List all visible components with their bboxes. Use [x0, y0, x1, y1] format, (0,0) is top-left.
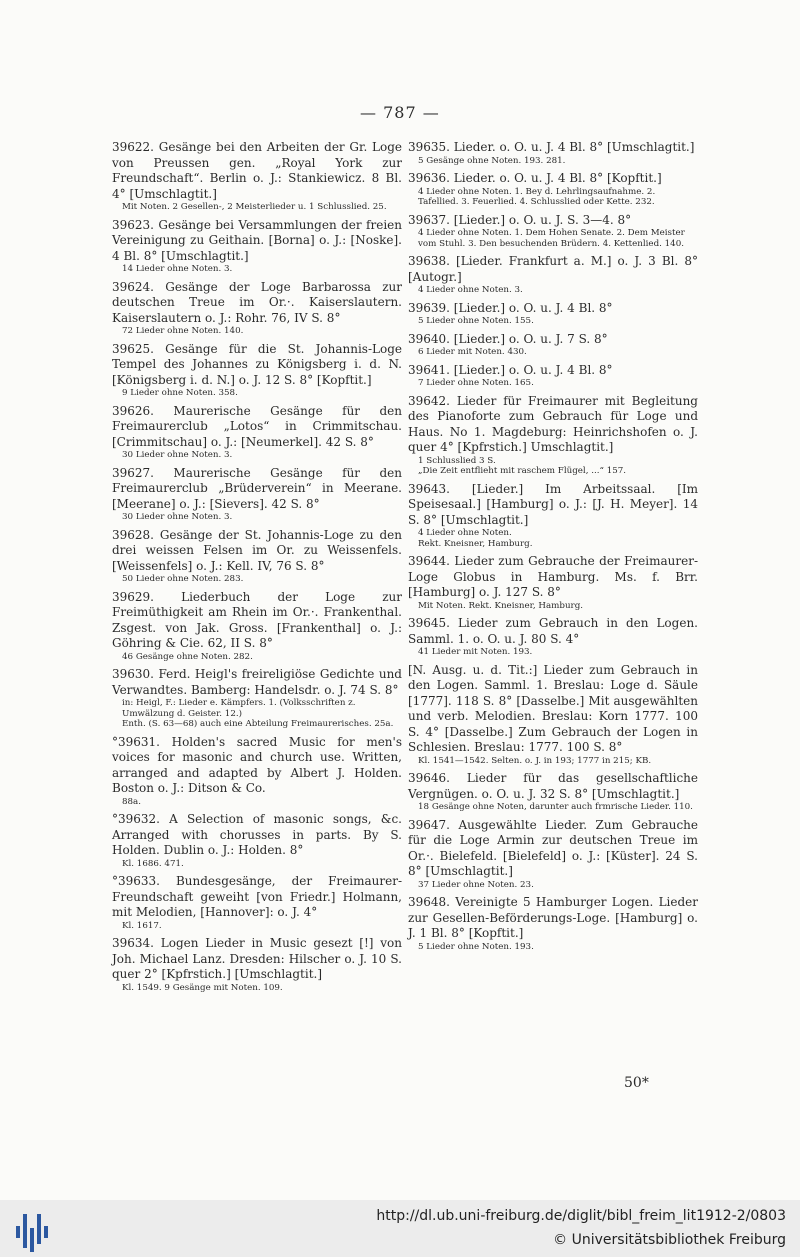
catalog-entry — [112, 140, 402, 213]
catalog-entry — [112, 590, 402, 663]
entry-note: 41 Lieder mit Noten. 193. — [418, 647, 533, 657]
entry-heading: 39642. Lieder für Freimaurer mit Begleitung des Pianoforte zum Gebrauch für Loge und Haus. No 1. Magdeburg: Heinrichshofen o. J. quer 4° [Kpfrstich.] Umschlagtit.] — [408, 393, 698, 454]
entry-note: Rekt. Kneisner, Hamburg. — [418, 538, 533, 549]
entry-note: 14 Lieder ohne Noten. 3. — [122, 264, 233, 274]
catalog-entry — [408, 394, 698, 477]
catalog-entry — [112, 466, 402, 523]
catalog-entry — [408, 363, 698, 389]
catalog-entry — [408, 332, 698, 358]
left-column — [112, 140, 402, 998]
entry-note: 30 Lieder ohne Noten. 3. — [122, 450, 233, 460]
entry-note: 5 Gesänge ohne Noten. 193. 281. — [418, 155, 566, 166]
catalog-entry — [408, 895, 698, 952]
entry-note: Kl. 1549. 9 Gesänge mit Noten. 109. — [122, 982, 283, 993]
catalog-entry — [408, 554, 698, 611]
entry-heading: 39636. Lieder. o. O. u. J. 4 Bl. 8° [Kopftit.] — [408, 171, 662, 185]
catalog-entry — [408, 171, 698, 208]
catalog-entry — [112, 218, 402, 275]
catalog-entry — [112, 874, 402, 931]
catalog-entry — [408, 482, 698, 550]
library-logo-icon — [14, 1210, 54, 1252]
entry-note: 4 Lieder ohne Noten. — [418, 528, 512, 538]
entry-note: 5 Lieder ohne Noten. 155. — [418, 316, 534, 326]
entry-heading: 39628. Gesänge der St. Johannis-Loge zu den drei weissen Felsen im Or. zu Weissenfels. [Weissenfels] o. J.: Kell. IV, 76 S. 8° — [112, 527, 402, 573]
entry-note: Mit Noten. 2 Gesellen-, 2 Meisterlieder u. 1 Schlusslied. 25. — [122, 202, 387, 212]
entry-heading: 39630. Ferd. Heigl's freireligiöse Gedichte und Verwandtes. Bamberg: Handelsdr. o. J. 74 S. 8° — [112, 667, 402, 697]
entry-heading: 39625. Gesänge für die St. Johannis-Loge Tempel des Johannes zu Königsberg i. d. N. [Königsberg i. d. N.] o. J. 12 S. 8° [Kopftit.] — [112, 341, 402, 387]
entry-note: in: Heigl, F.: Lieder e. Kämpfers. 1. (Volksschriften z. Umwälzung d. Geister. 12.) — [122, 698, 356, 719]
copyright-text: © Universitätsbibliothek Freiburg — [553, 1232, 786, 1248]
entry-note: 72 Lieder ohne Noten. 140. — [122, 326, 244, 336]
entry-note: „Die Zeit entflieht mit raschem Flügel, ...“ 157. — [418, 466, 627, 476]
entry-note: 18 Gesänge ohne Noten, darunter auch frmrische Lieder. 110. — [418, 802, 693, 812]
entry-heading: °39633. Bundesgesänge, der Freimaurer-Freundschaft geweiht [von Friedr.] Holmann, mit Melodien, [Hannover]: o. J. 4° — [112, 874, 402, 919]
entry-heading: 39643. [Lieder.] Im Arbeitssaal. [Im Speisesaal.] [Hamburg] o. J.: [J. H. Meyer]. 14 S. 8° [Umschlagtit.] — [408, 481, 698, 527]
catalog-entry — [112, 812, 402, 869]
catalog-entry — [112, 342, 402, 399]
entry-heading: 39638. [Lieder. Frankfurt a. M.] o. J. 3 Bl. 8° [Autogr.] — [408, 254, 698, 284]
catalog-entry — [408, 818, 698, 891]
catalog-entry — [112, 735, 402, 808]
entry-note: 4 Lieder ohne Noten. 1. Bey d. Lehrlingsaufnahme. 2. Tafellied. 3. Feuerlied. 4. Schlusslied oder Kette. 232. — [418, 186, 656, 207]
catalog-entry — [408, 663, 698, 767]
entry-heading: 39639. [Lieder.] o. O. u. J. 4 Bl. 8° — [408, 300, 613, 315]
entry-heading: 39645. Lieder zum Gebrauch in den Logen. Samml. 1. o. O. u. J. 80 S. 4° — [408, 616, 698, 646]
footer-bar — [0, 1200, 800, 1257]
entry-note: 6 Lieder mit Noten. 430. — [418, 347, 527, 357]
entry-note: 7 Lieder ohne Noten. 165. — [418, 378, 534, 388]
entry-heading: 39635. Lieder. o. O. u. J. 4 Bl. 8° [Umschlagtit.] — [408, 140, 695, 154]
entry-heading: 39644. Lieder zum Gebrauche der Freimaurer-Loge Globus in Hamburg. Ms. f. Brr. [Hamburg] o. J. 127 S. 8° — [408, 554, 698, 599]
entry-heading: 39623. Gesänge bei Versammlungen der freien Vereinigung zu Geithain. [Borna] o. J.: [Noske]. 4 Bl. 8° [Umschlagtit.] — [112, 217, 402, 263]
signature-mark: 50* — [624, 1075, 649, 1091]
entry-heading: 39646. Lieder für das gesellschaftliche Vergnügen. o. O. u. J. 32 S. 8° [Umschlagtit.] — [408, 771, 698, 801]
entry-heading: 39634. Logen Lieder in Music gesezt [!] von Joh. Michael Lanz. Dresden: Hilscher o. J. 10 S. quer 2° [Kpfrstich.] [Umschlagtit.] — [112, 936, 402, 981]
entry-heading: 39641. [Lieder.] o. O. u. J. 4 Bl. 8° — [408, 362, 613, 377]
catalog-entry — [408, 254, 698, 296]
entry-note: 46 Gesänge ohne Noten. 282. — [122, 651, 253, 662]
entry-note: 50 Lieder ohne Noten. 283. — [122, 574, 244, 584]
entry-note: Kl. 1617. — [122, 920, 162, 931]
catalog-entry — [408, 301, 698, 327]
entry-note: 37 Lieder ohne Noten. 23. — [418, 879, 534, 890]
entry-note: 88a. — [122, 796, 141, 807]
entry-heading: 39626. Maurerische Gesänge für den Freimaurerclub „Lotos“ in Crimmitschau. [Crimmitschau] o. J.: [Neumerkel]. 42 S. 8° — [112, 403, 402, 449]
entry-heading: 39640. [Lieder.] o. O. u. J. 7 S. 8° — [408, 331, 608, 346]
entry-note: 4 Lieder ohne Noten. 1. Dem Hohen Senate. 2. Dem Meister vom Stuhl. 3. Den besuchenden Brüdern. 4. Kettenlied. 140. — [418, 228, 685, 249]
entry-note: 9 Lieder ohne Noten. 358. — [122, 388, 238, 398]
catalog-entry — [112, 667, 402, 730]
entry-heading: 39648. Vereinigte 5 Hamburger Logen. Lieder zur Gesellen-Beförderungs-Loge. [Hamburg] o. J. 1 Bl. 8° [Kopftit.] — [408, 895, 698, 940]
page-number: — 787 — — [360, 103, 440, 122]
catalog-entry — [408, 771, 698, 813]
entry-heading: 39624. Gesänge der Loge Barbarossa zur deutschen Treue im Or.·. Kaiserslautern. Kaiserslautern o. J.: Rohr. 76, IV S. 8° — [112, 279, 402, 325]
entry-note: 5 Lieder ohne Noten. 193. — [418, 941, 534, 952]
catalog-entry — [408, 213, 698, 250]
entry-note: 1 Schlusslied 3 S. — [418, 455, 496, 466]
entry-note: Kl. 1686. 471. — [122, 858, 184, 869]
entry-note: Mit Noten. Rekt. Kneisner, Hamburg. — [418, 600, 584, 611]
entry-note: Kl. 1541—1542. Selten. o. J. in 193; 1777 in 215; KB. — [418, 755, 652, 766]
catalog-entry — [112, 936, 402, 993]
entry-heading: 39622. Gesänge bei den Arbeiten der Gr. Loge von Preussen gen. „Royal York zur Freundschaft“. Berlin o. J.: Stankiewicz. 8 Bl. 4° [Umschlagtit.] — [112, 140, 402, 201]
entry-heading: [N. Ausg. u. d. Tit.:] Lieder zum Gebrauch in den Logen. Samml. 1. Breslau: Loge d. Säule [1777]. 118 S. 8° [Dasselbe.] Mit ausgewählten und verb. Melodien. Breslau: Korn 1777. 100 S. 4° [Dasselbe.] Zum Gebrauch der Logen in Schlesien. Breslau: 1777. 100 S. 8° — [408, 662, 698, 754]
entry-heading: °39632. A Selection of masonic songs, &c. Arranged with chorusses in parts. By S. Holden. Dublin o. J.: Holden. 8° — [112, 812, 402, 857]
entry-heading: 39629. Liederbuch der Loge zur Freimüthigkeit am Rhein im Or.·. Frankenthal. Zsgest. von Jak. Gross. [Frankenthal] o. J.: Göhring & Cie. 62, II S. 8° — [112, 589, 402, 650]
catalog-entry — [112, 404, 402, 461]
entry-heading: 39647. Ausgewählte Lieder. Zum Gebrauche für die Loge Armin zur deutschen Treue im Or.·. Bielefeld. [Bielefeld] o. J.: [Küster]. 24 S. 8° [Umschlagtit.] — [408, 817, 698, 878]
catalog-entry — [408, 616, 698, 658]
entry-note: 30 Lieder ohne Noten. 3. — [122, 512, 233, 522]
entry-note: 4 Lieder ohne Noten. 3. — [418, 285, 523, 295]
entry-heading: 39637. [Lieder.] o. O. u. J. S. 3—4. 8° — [408, 212, 632, 227]
catalog-entry — [112, 528, 402, 585]
catalog-entry — [112, 280, 402, 337]
entry-note: Enth. (S. 63—68) auch eine Abteilung Freimaurerisches. 25a. — [122, 719, 394, 729]
right-column — [408, 140, 698, 957]
entry-heading: °39631. Holden's sacred Music for men's voices for masonic and church use. Written, arranged and adapted by Albert J. Holden. Boston o. J.: Ditson & Co. — [112, 734, 402, 795]
catalog-entry — [408, 140, 698, 166]
entry-heading: 39627. Maurerische Gesänge für den Freimaurerclub „Brüderverein“ in Meerane. [Meerane] o. J.: [Sievers]. 42 S. 8° — [112, 465, 402, 511]
document-url-link[interactable]: http://dl.ub.uni-freiburg.de/diglit/bibl_freim_lit1912-2/0803 — [376, 1208, 786, 1224]
